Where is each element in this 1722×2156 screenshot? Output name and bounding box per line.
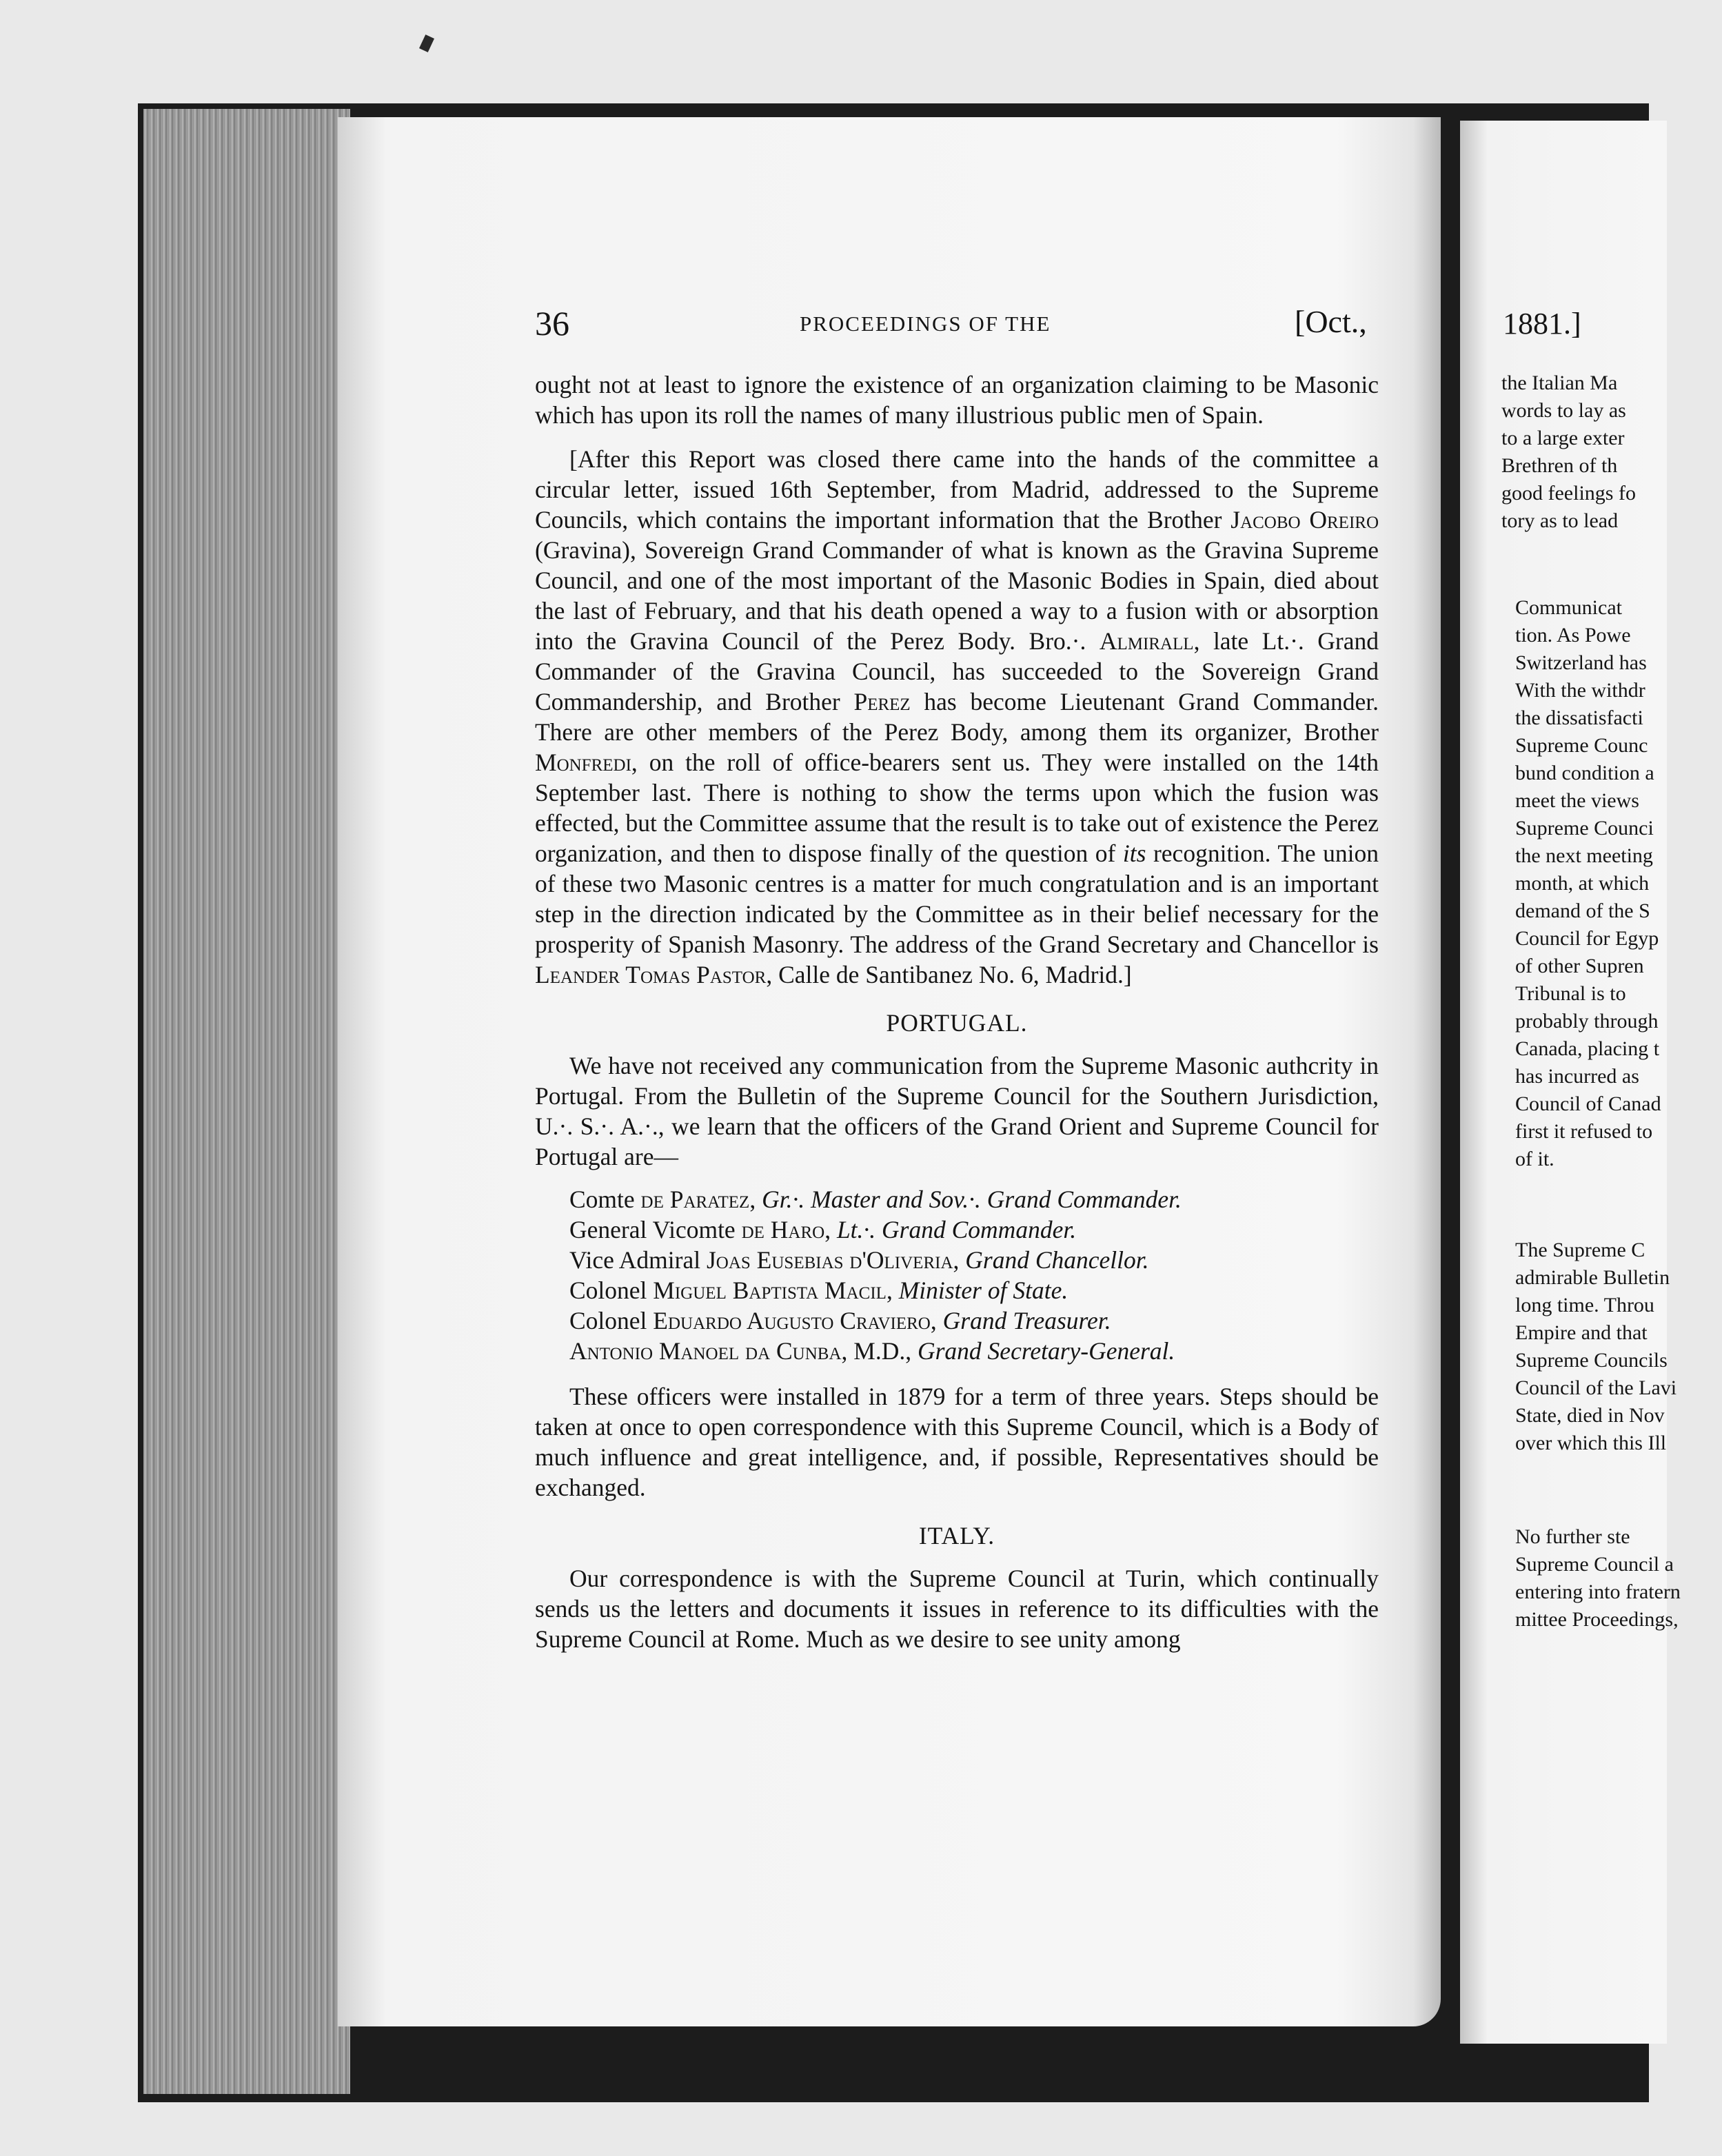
right-page-line: Supreme Council a (1515, 1553, 1674, 1576)
right-page-line: Council of Canad (1515, 1092, 1661, 1115)
italic-text: its (1122, 840, 1146, 867)
portugal-closing-paragraph: These officers were installed in 1879 for a term of three years. Steps should be taken at once to open correspondence with this Supreme Council, which is a Body of much influence and great intelligence, and, if possible, Representatives should be exchanged. (535, 1383, 1379, 1501)
name-smallcaps: Perez (853, 688, 911, 715)
right-page-line: probably through (1515, 1010, 1659, 1033)
right-page-line: Empire and that (1515, 1321, 1648, 1344)
right-page-line: to a large exter (1501, 427, 1625, 449)
right-page-line: tory as to lead (1501, 509, 1619, 532)
right-page-line: mittee Proceedings, (1515, 1608, 1679, 1631)
name-smallcaps: Miguel Baptista Macil (653, 1277, 887, 1304)
text-run: , (749, 1186, 762, 1213)
italic-text: Grand Secretary-General. (917, 1337, 1175, 1365)
text-run: , late Lt.·. Grand Commander of the Gravina Council, has succeeded to the Sovereign Grand Commandership, and Brother (535, 627, 1379, 715)
right-page-line: words to lay as (1501, 399, 1626, 422)
text-column (535, 369, 1379, 1654)
right-page-line: Supreme Counci (1515, 817, 1654, 840)
right-page-line: tion. As Powe (1515, 624, 1631, 647)
name-smallcaps: Almirall (1099, 627, 1194, 655)
right-block-2 (1501, 594, 1722, 1173)
text-run: General Vicomte (569, 1216, 742, 1243)
right-page-line: The Supreme C (1515, 1239, 1645, 1261)
name-smallcaps: de Paratez (640, 1186, 750, 1213)
right-page-line: entering into fratern (1515, 1580, 1681, 1603)
text-run: , Calle de Santibanez No. 6, Madrid.] (766, 961, 1132, 988)
text-run: ought not at least to ignore the existence of an organization claiming to be Masonic which has upon its roll the names of many illustrious public men of Spain. (535, 371, 1379, 429)
right-page-line: the Italian Ma (1501, 372, 1618, 394)
right-page-line: meet the views (1515, 789, 1639, 812)
text-run: , M.D., (841, 1337, 918, 1365)
text-run: Comte (569, 1186, 641, 1213)
officer-entry (569, 1184, 1379, 1214)
page-number: 36 (535, 304, 569, 343)
page-edges (143, 109, 350, 2094)
italy-paragraph: Our correspondence is with the Supreme Council at Turin, which continually sends us the letters and documents it issues in reference to its difficulties with the Supreme Council at Rome. Much as we desire to see unity among (535, 1565, 1379, 1653)
name-smallcaps: de Haro (741, 1216, 825, 1243)
name-smallcaps: Jacobo Oreiro (1230, 506, 1379, 533)
right-page-line: has incurred as (1515, 1065, 1639, 1088)
italic-text: Grand Chancellor. (965, 1246, 1149, 1274)
text-run: Colonel (569, 1307, 654, 1334)
right-page-line: demand of the S (1515, 899, 1650, 922)
right-page-line: bund condition a (1515, 762, 1654, 784)
officer-entry (569, 1214, 1379, 1245)
right-page-header: 1881.] (1503, 307, 1581, 340)
right-page-line: month, at which (1515, 872, 1650, 895)
circular-letter-paragraph (535, 444, 1379, 990)
right-block-4 (1501, 1523, 1722, 1634)
name-smallcaps: Leander Tomas Pastor (535, 961, 767, 988)
right-page-line: admirable Bulletin (1515, 1266, 1670, 1289)
right-page-line: Council of the Lavi (1515, 1376, 1677, 1399)
text-run: has become Lieutenant Grand Commander. There are other members of the Perez Body, among them its organizer, Brother (535, 688, 1379, 746)
italic-text: Grand Treasurer. (942, 1307, 1111, 1334)
officer-entry (569, 1336, 1379, 1366)
right-page-line: long time. Throu (1515, 1294, 1654, 1316)
text-run: , (824, 1216, 837, 1243)
officer-entry (569, 1305, 1379, 1336)
name-smallcaps: Antonio Manoel da Cunba (569, 1337, 842, 1365)
right-block-3 (1501, 1237, 1722, 1457)
right-page-line: With the withdr (1515, 679, 1645, 702)
section-heading-portugal: PORTUGAL. (886, 1009, 1028, 1037)
right-page-line: the next meeting (1515, 844, 1653, 867)
right-page-line: State, died in Nov (1515, 1404, 1665, 1427)
right-page-line: Supreme Councils (1515, 1349, 1668, 1372)
right-page-line: the dissatisfacti (1515, 706, 1643, 729)
right-page-line: Tribunal is to (1515, 982, 1626, 1005)
right-page-line: of other Supren (1515, 955, 1644, 977)
right-page-line: of it. (1515, 1148, 1554, 1170)
right-page-line: Supreme Counc (1515, 734, 1648, 757)
right-page-line: Brethren of th (1501, 454, 1618, 477)
right-page-column (1501, 369, 1722, 1634)
officers-list (535, 1184, 1379, 1366)
italic-text: Minister of State. (898, 1277, 1068, 1304)
text-run: Vice Admiral (569, 1246, 707, 1274)
text-run: , (930, 1307, 943, 1334)
text-run: , (886, 1277, 899, 1304)
right-page-line: good feelings fo (1501, 482, 1636, 505)
text-run: recognition. The union of these two Masonic centres is a matter for much congratulation and is an important step in the direction indicated by the Committee as in their belief necessary for the prosperity of Spanish Masonry. The address of the Grand Secretary and Chancellor is (535, 840, 1379, 958)
right-page-line: Council for Egyp (1515, 927, 1659, 950)
name-smallcaps: Monfredi (535, 749, 631, 776)
officer-entry (569, 1275, 1379, 1305)
italic-text: Lt.·. Grand Commander. (836, 1216, 1077, 1243)
text-run: , (953, 1246, 966, 1274)
right-page-line: over which this Ill (1515, 1432, 1667, 1454)
text-run: (Gravina), Sovereign Grand Commander of what is known as the Gravina Supreme Council, and one of the most important of the Masonic Bodies in Spain, died about the last of February, and that his death opened a way to a fusion with or absorption into the Gravina Council of the Perez Body. Bro.·. (535, 536, 1379, 655)
text-run: Colonel (569, 1277, 654, 1304)
section-heading-italy: ITALY. (918, 1522, 995, 1549)
italic-text: Gr.·. Master and Sov.·. Grand Commander. (762, 1186, 1182, 1213)
name-smallcaps: Joas Eusebias d'Oliveria (706, 1246, 953, 1274)
right-block-1 (1501, 369, 1722, 535)
right-page-line: Switzerland has (1515, 651, 1647, 674)
opening-paragraph (535, 369, 1379, 430)
running-date: [Oct., (1295, 304, 1367, 339)
name-smallcaps: Eduardo Augusto Craviero (653, 1307, 931, 1334)
right-page-line: Communicat (1515, 596, 1622, 619)
right-page-line: first it refused to (1515, 1120, 1653, 1143)
right-page-line: Canada, placing t (1515, 1037, 1660, 1060)
text-run: , on the roll of office-bearers sent us. They were installed on the 14th September last. There is nothing to show the terms upon which the fusion was effected, but the Committee assume that the result is to take out of existence the Perez organization, and then to dispose finally of the question of (535, 749, 1379, 867)
running-title: PROCEEDINGS OF THE (800, 312, 1051, 336)
text-run: [After this Report was closed there came into the hands of the committee a circular letter, issued 16th September, from Madrid, addressed to the Supreme Councils, which contains the important information that the Brother (535, 445, 1379, 533)
portugal-intro-paragraph: We have not received any communication from the Supreme Masonic authcrity in Portugal. From the Bulletin of the Supreme Council for the Southern Jurisdiction, U.·. S.·. A.·., we learn that the officers of the Grand Orient and Supreme Council for Portugal are— (535, 1052, 1379, 1170)
officer-entry (569, 1245, 1379, 1275)
right-page-line: No further ste (1515, 1525, 1630, 1548)
dust-speck (419, 34, 434, 52)
